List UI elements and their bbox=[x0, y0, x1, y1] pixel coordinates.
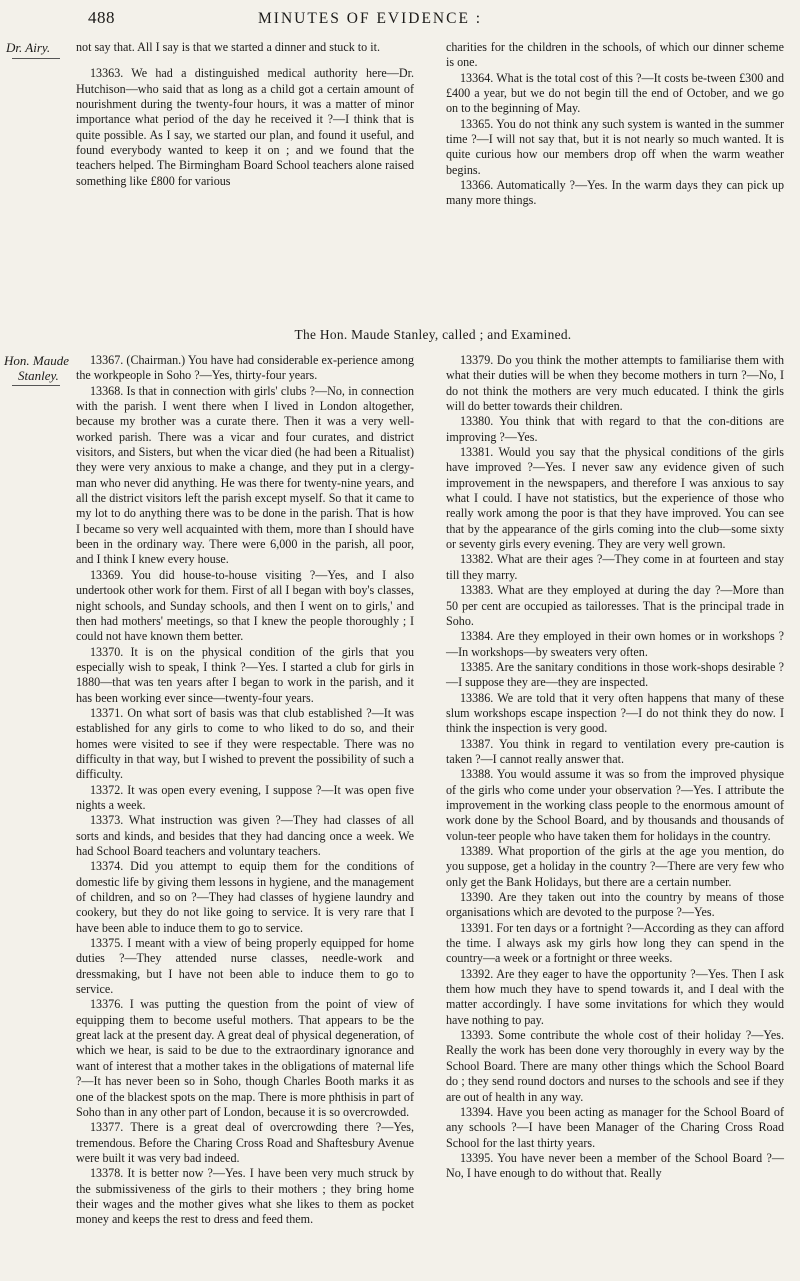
paragraph: 13370. It is on the physical condition of the girls that you especially wish to speak, I think ?—Yes. I started a club for girls in 1880—that was ten years after I began to work in the parish, and it has been working ever since—twenty-four years. bbox=[76, 644, 414, 705]
paragraph: 13369. You did house-to-house visiting ?—Yes, and I also undertook other work for them. First of all I began with boy's classes, night schools, and Sunday schools, and then I went on to girls,' and then had mothers' meetings, so that I knew the people thoroughly ; I could not have known them better. bbox=[76, 567, 414, 644]
paragraph: 13368. Is that in connection with girls' clubs ?—No, in connection with the parish. I went there when I lived in London altogether, because my brother was a curate there. Then it was a very well-worked parish. There was a vicar and four curates, and district visitors, and Sisters, but when the vicar died (he had been a Ritualist) they were very anxious to make a change, and they put in a clergy-man who never did anything. He was there for twenty-nine years, and all the district visitors left the parish except myself. So that it came to my lot to do anything there was to be done in the parish. That is how I became so very well acquainted with them, more than I should have been in the ordinary way. There were 6,000 in the parish, all poor, and I think I knew every house. bbox=[76, 383, 414, 567]
paragraph: 13394. Have you been acting as manager for the School Board of any schools ?—I have been Manager of the Charing Cross Road School for the last thirty years. bbox=[446, 1104, 784, 1150]
running-head: MINUTES OF EVIDENCE : bbox=[258, 10, 483, 27]
paragraph: 13380. You think that with regard to that the con-ditions are improving ?—Yes. bbox=[446, 414, 784, 444]
paragraph: 13381. Would you say that the physical conditions of the girls have improved ?—Yes. I never saw any evidence given of such improvement in the newspapers, and therefore I was anxious to say what I could. I have not statistics, but the experience of those who really work among the poor is that they have improved. You can see that by the appearance of the girls coming into the club—some sixty or seventy girls every evening. They are very well grown. bbox=[446, 445, 784, 552]
paragraph: 13376. I was putting the question from the point of view of equipping them to become useful mothers. That appears to be the great lack at the present day. A great deal of physical degeneration, of which we hear, is said to be due to the extraordinary ignorance and want of interest that a mother takes in the obligations of maternal life ?—It has never been so in Soho, though Charles Booth marks it as one of the blackest spots on the map. There is more phthisis in part of Soho than in any other part of London, because it is so overcrowded. bbox=[76, 997, 414, 1119]
paragraph: 13363. We had a distinguished medical authority here—Dr. Hutchison—who said that as long as a child got a certain amount of nourishment during the twenty-four hours, it was a matter of minor importance what period of the day he received it ?—I think that is quite possible. As I say, we started our plan, and found it useful, and found everybody wanted to keep it on ; and we found that the teachers helped. The Birmingham Board School teachers alone raised something like £800 for various bbox=[76, 66, 414, 188]
paragraph: 13386. We are told that it very often happens that many of these slum workshops escape inspection ?—I do not think they do now. I think the inspection is very good. bbox=[446, 690, 784, 736]
upper-right-column bbox=[446, 40, 784, 209]
upper-left-column bbox=[76, 40, 414, 189]
paragraph: 13379. Do you think the mother attempts to familiarise them with what their duties will be when they become mothers in turn ?—No, I do not think the mothers are very much educated. I think the girls will do better towards their children. bbox=[446, 353, 784, 414]
paragraph: 13391. For ten days or a fortnight ?—According as they can afford the time. I always ask my girls how long they can spend in the country—a week or a fortnight or three weeks. bbox=[446, 920, 784, 966]
paragraph: 13374. Did you attempt to equip them for the conditions of domestic life by giving them lessons in hygiene, and the management of children, and so on ?—They had classes of hygiene laundry and cookery, but they do not like going to service. It is very rare that I have been able to induce them to go to service. bbox=[76, 859, 414, 935]
paragraph: 13388. You would assume it was so from the improved physique of the girls who come under your observation ?—Yes. I attribute the improvement in the working class people to the enormous amount of work done by the School Board, and by thousands and thousands of volun-teer people who have taken them for holidays in the country. bbox=[446, 767, 784, 843]
paragraph: 13387. You think in regard to ventilation every pre-caution is taken ?—I cannot really answer that. bbox=[446, 736, 784, 766]
paragraph: 13383. What are they employed at during the day ?—More than 50 per cent are occupied as tailoresses. That is the principal trade in Soho. bbox=[446, 583, 784, 628]
paragraph: 13373. What instruction was given ?—They had classes of all sorts and kinds, and besides that they had dancing once a week. We had School Board teachers and voluntary teachers. bbox=[76, 813, 414, 858]
paragraph: 13390. Are they taken out into the country by means of those organisations which are devoted to the purpose ?—Yes. bbox=[446, 890, 784, 920]
paragraph: 13375. I meant with a view of being properly equipped for home duties ?—They attended nurse classes, needle-work and dressmaking, but I have not been able to induce them to go to service. bbox=[76, 936, 414, 997]
margin-witness-second-line2: Stanley. bbox=[18, 368, 59, 383]
paragraph: charities for the children in the schools, of which our dinner scheme is one. bbox=[446, 40, 784, 70]
paragraph: 13384. Are they employed in their own homes or in workshops ?—In workshops—by sweaters very often. bbox=[446, 629, 784, 659]
margin-witness-first: Dr. Airy. bbox=[6, 40, 51, 55]
paragraph: 13378. It is better now ?—Yes. I have been very much struck by the submissiveness of the girls to their mothers ; they bring home their wages and the mother gives what she likes to them as pocket money and keeps the rest to dress and feed them. bbox=[76, 1166, 414, 1227]
paragraph: 13392. Are they eager to have the opportunity ?—Yes. Then I ask them how much they have to spend towards it, and I deal with the matter accordingly. I have some invitations for which they would have nothing to pay. bbox=[446, 966, 784, 1027]
paragraph: 13385. Are the sanitary conditions in those work-shops desirable ?—I suppose they are—they are inspected. bbox=[446, 659, 784, 690]
paragraph: 13393. Some contribute the whole cost of their holiday ?—Yes. Really the work has been done very thoroughly in every way by the School Board. There are many other things which the School Board do ; they send round doctors and nurses to the schools and see if they are out of health in any way. bbox=[446, 1028, 784, 1104]
paragraph: 13366. Automatically ?—Yes. In the warm days they can pick up many more things. bbox=[446, 178, 784, 208]
paragraph: 13365. You do not think any such system is wanted in the summer time ?—I will not say that, but it is not nearly so much wanted. It is quite curious how our members drop off when the warm weather begins. bbox=[446, 116, 784, 177]
paragraph: 13382. What are their ages ?—They come in at fourteen and stay till they marry. bbox=[446, 552, 784, 582]
margin-rule bbox=[12, 385, 60, 386]
paragraph: 13371. On what sort of basis was that club established ?—It was established for any girls to come to who liked to do so, and their homes were visited to see if they were respectable. There was no difficulty in that way, but I wished to prevent the possibility of such a difficulty. bbox=[76, 705, 414, 782]
paragraph: 13367. (Chairman.) You have had considerable ex-perience among the workpeople in Soho ?—Yes, thirty-four years. bbox=[76, 353, 414, 383]
paragraph: 13372. It was open every evening, I suppose ?—It was open five nights a week. bbox=[76, 782, 414, 812]
page-number: 488 bbox=[88, 8, 115, 27]
witness-heading: The Hon. Maude Stanley, called ; and Examined. bbox=[294, 327, 572, 342]
paragraph: 13364. What is the total cost of this ?—It costs be-tween £300 and £400 a year, but we do not begin till the end of October, and we go on to the beginning of May. bbox=[446, 70, 784, 116]
lower-left-column bbox=[76, 353, 414, 1228]
paragraph: 13389. What proportion of the girls at the age you mention, do you suppose, get a holiday in the country ?—There are very few who only get the Bank Holidays, but there are a certain number. bbox=[446, 844, 784, 889]
margin-rule bbox=[12, 58, 60, 59]
paragraph: 13377. There is a great deal of overcrowding there ?—Yes, tremendous. Before the Charing Cross Road and Shaftesbury Avenue were built it was very bad indeed. bbox=[76, 1120, 414, 1165]
lower-right-column bbox=[446, 353, 784, 1182]
paragraph: 13395. You have never been a member of the School Board ?—No, I have enough to do without that. Really bbox=[446, 1150, 784, 1181]
paragraph: not say that. All I say is that we started a dinner and stuck to it. bbox=[76, 40, 380, 54]
margin-witness-second-line1: Hon. Maude bbox=[4, 353, 69, 368]
